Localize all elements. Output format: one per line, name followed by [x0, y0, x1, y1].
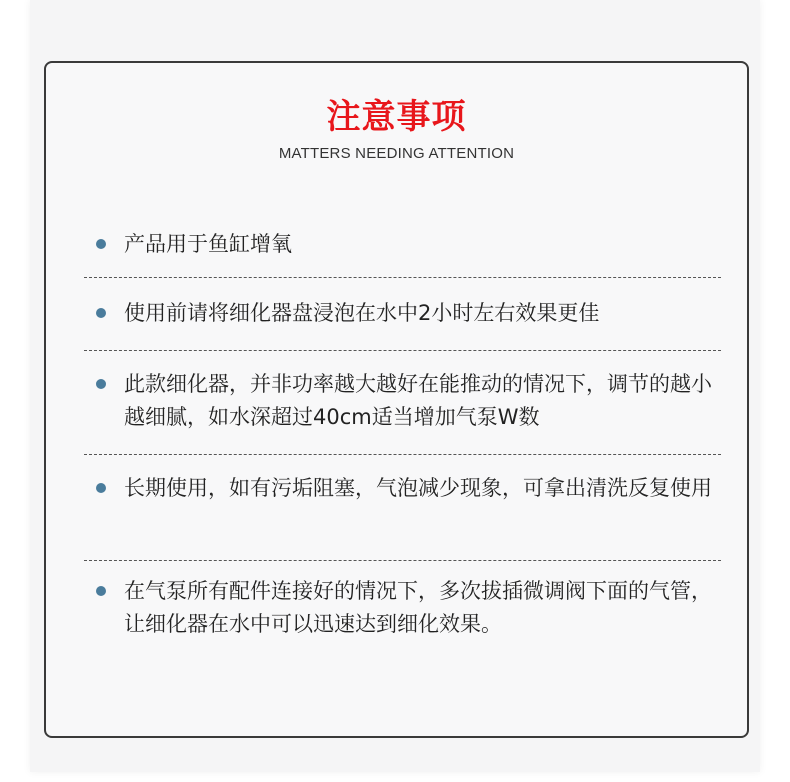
dashed-divider: [84, 454, 721, 455]
list-item-text: 使用前请将细化器盘浸泡在水中2小时左右效果更佳: [124, 301, 600, 325]
notice-card: [44, 61, 749, 738]
list-item-text: 产品用于鱼缸增氧: [124, 232, 292, 256]
dashed-divider: [84, 350, 721, 351]
list-item-text: 长期使用，如有污垢阻塞，气泡减少现象，可拿出清洗反复使用: [124, 476, 712, 500]
list-item-text: 此款细化器，并非功率越大越好在能推动的情况下，调节的越小越细腻，如水深超过40cm适当增加气泵W数: [124, 372, 712, 429]
bullet-icon: [96, 308, 106, 318]
dashed-divider: [84, 560, 721, 561]
bullet-icon: [96, 239, 106, 249]
bullet-icon: [96, 483, 106, 493]
list-item-text: 在气泵所有配件连接好的情况下，多次拔插微调阀下面的气管，让细化器在水中可以迅速达到细化效果。: [124, 579, 712, 636]
card-subtitle: MATTERS NEEDING ATTENTION: [278, 145, 515, 162]
dashed-divider: [84, 277, 721, 278]
bullet-icon: [96, 379, 106, 389]
bullet-icon: [96, 586, 106, 596]
card-title: 注意事项: [326, 97, 467, 137]
